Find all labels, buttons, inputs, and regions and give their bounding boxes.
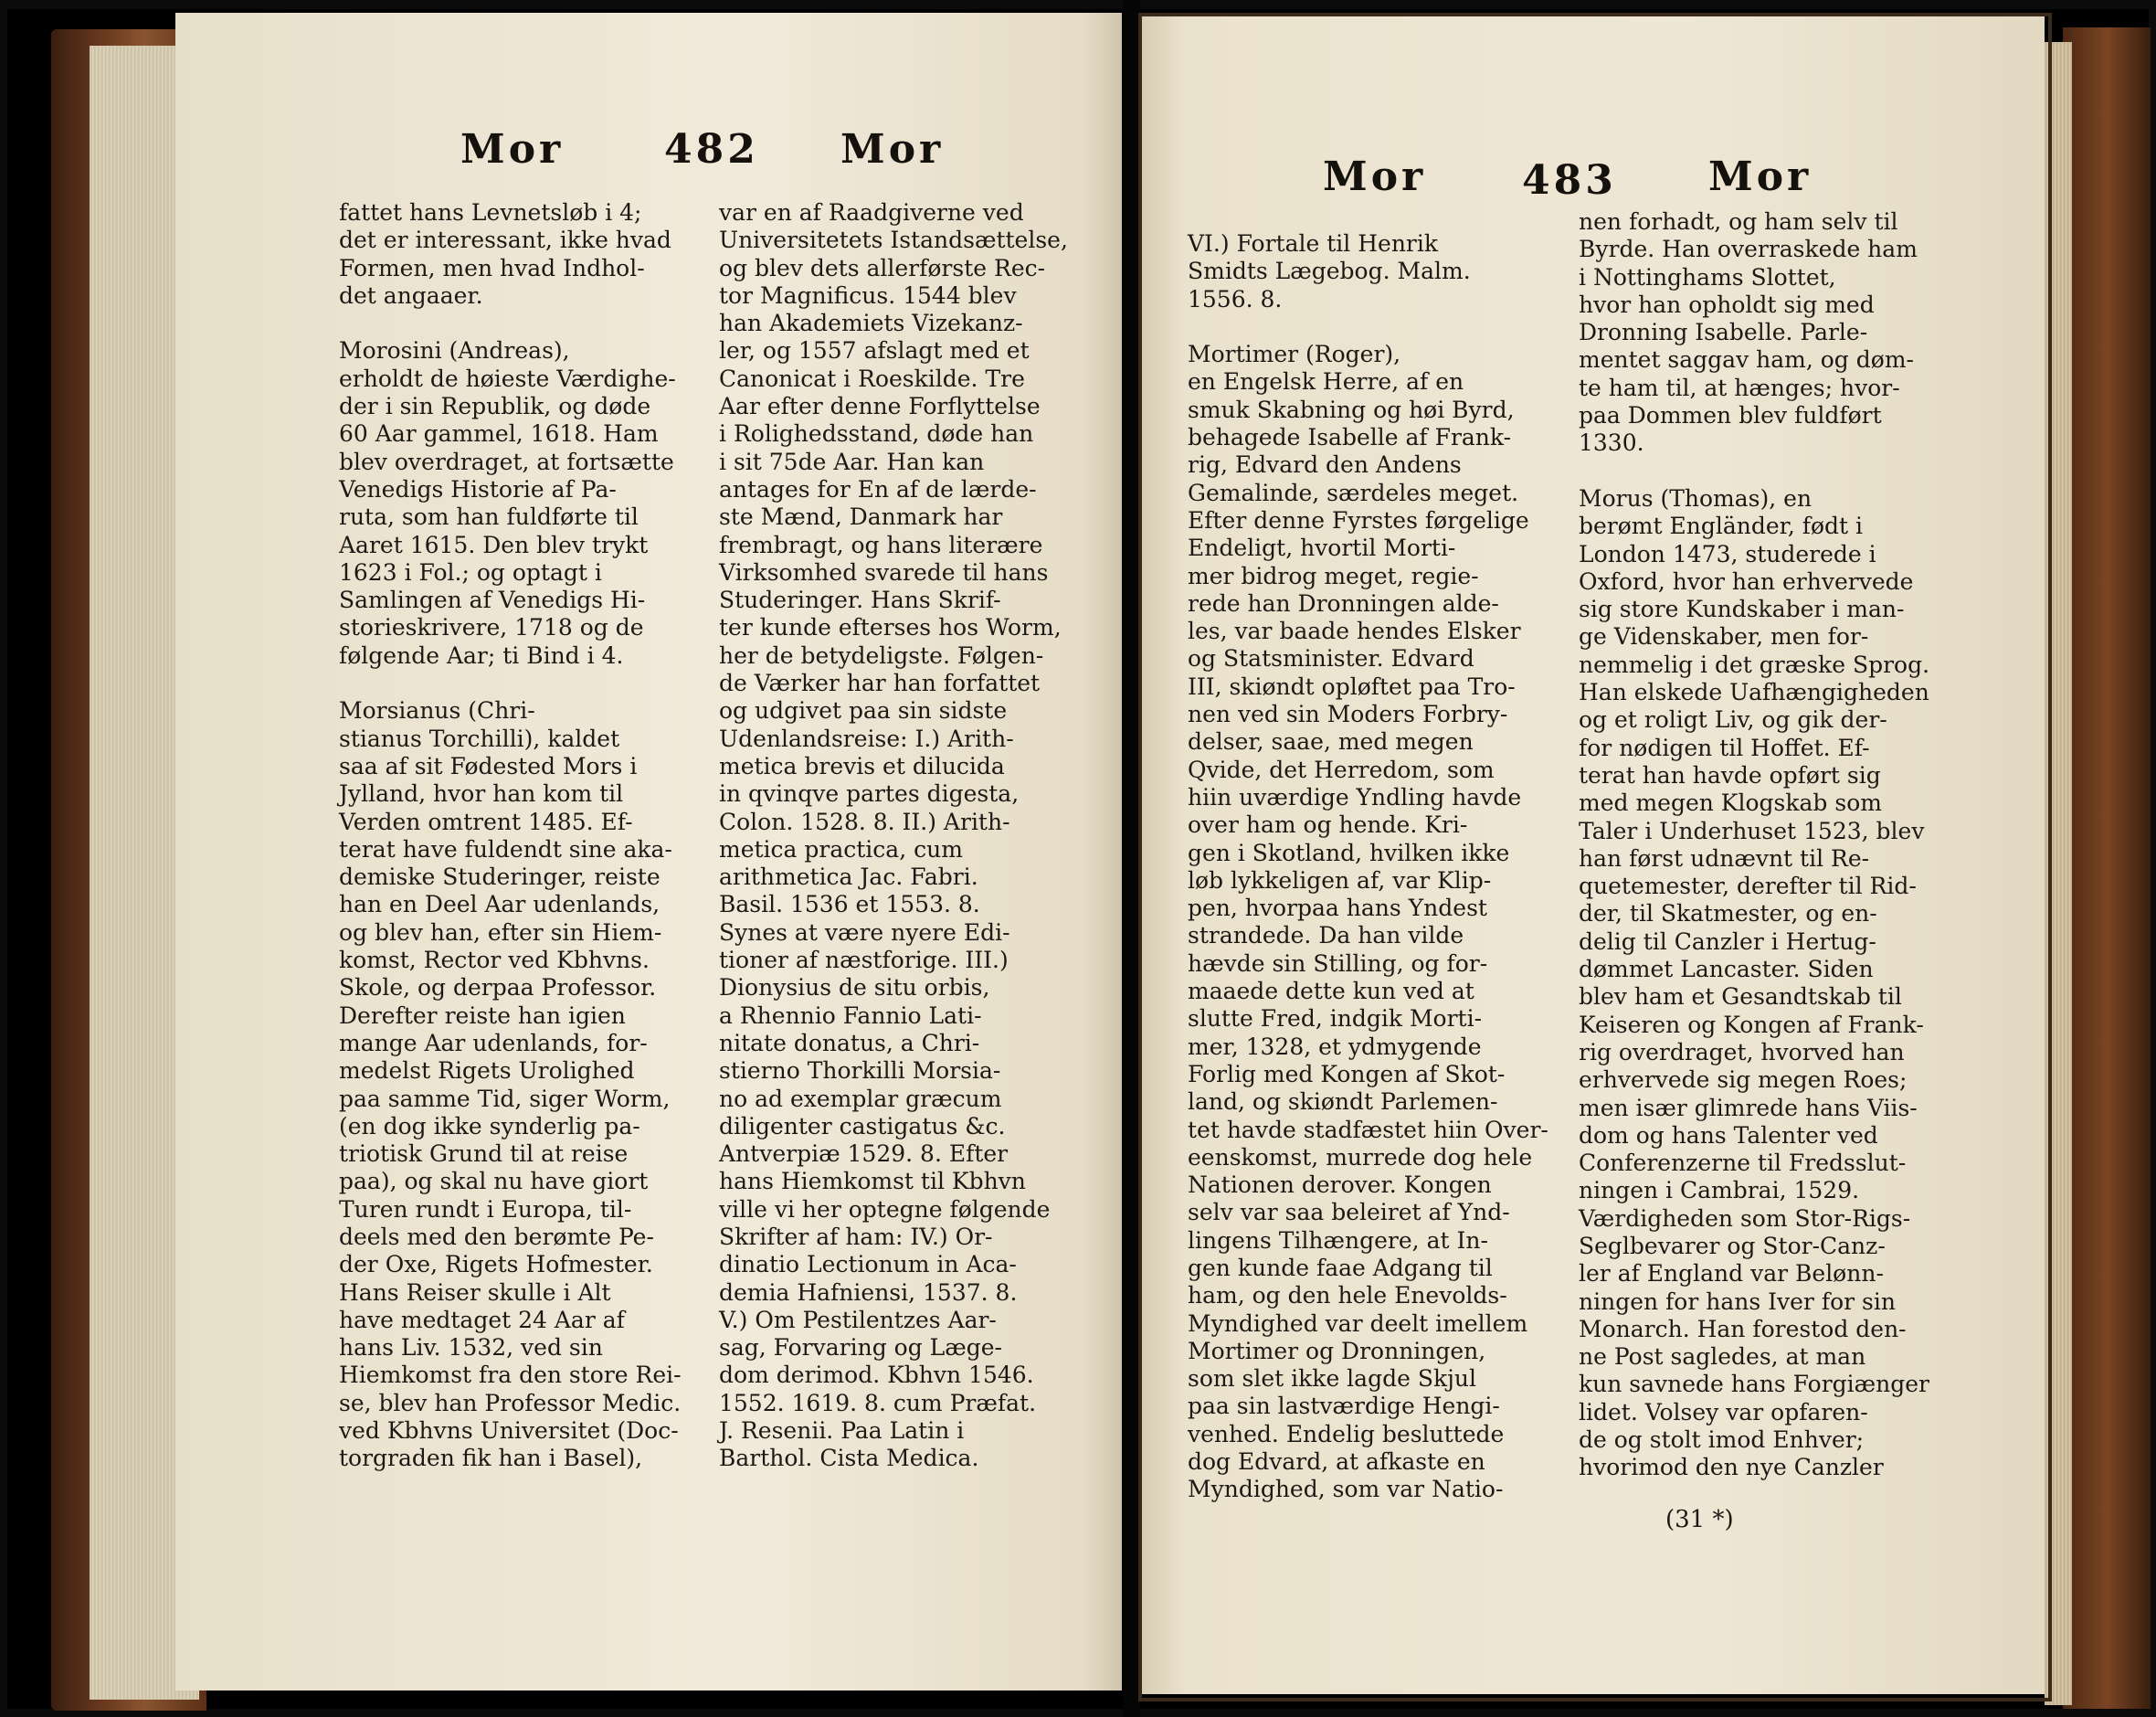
text-line: over ham og hende. Kri- <box>1188 811 1468 839</box>
text-line: saa af sit Fødested Mors i <box>339 752 638 779</box>
text-line: smuk Skabning og høi Byrd, <box>1188 396 1515 423</box>
text-line: Aaret 1615. Den blev trykt <box>339 531 649 558</box>
text-line: 1330. <box>1579 429 1644 457</box>
running-head-right: Mor <box>840 126 945 173</box>
text-line: komst, Rector ved Kbhvns. <box>339 947 650 974</box>
text-line: ter kunde efterses hos Worm, <box>719 614 1062 641</box>
text-line: rig, Edvard den Andens <box>1188 451 1462 479</box>
text-line: Mortimer (Roger), <box>1188 341 1401 368</box>
text-line: ved Kbhvns Universitet (Doc- <box>339 1417 679 1445</box>
text-line: Colon. 1528. 8. II.) Arith- <box>719 808 1010 835</box>
text-line: rig overdraget, hvorved han <box>1579 1038 1905 1065</box>
text-line <box>339 310 695 337</box>
text-line: deels med den berømte Pe- <box>339 1223 654 1250</box>
text-line: Hiemkomst fra den store Rei- <box>339 1362 682 1389</box>
text-line: ne Post sagledes, at man <box>1579 1343 1866 1371</box>
text-line: les, var baade hendes Elsker <box>1188 618 1521 645</box>
text-line: han en Deel Aar udenlands, <box>339 891 661 918</box>
text-line: te ham til, at hænges; hvor- <box>1579 374 1900 401</box>
text-line: strandede. Da han vilde <box>1188 922 1464 949</box>
text-line: blev overdraget, at fortsætte <box>339 448 674 475</box>
text-line: Mortimer og Dronningen, <box>1188 1337 1486 1364</box>
text-line: en Engelsk Herre, af en <box>1188 368 1464 396</box>
text-line: 60 Aar gammel, 1618. Ham <box>339 420 659 448</box>
text-line: Basil. 1536 et 1553. 8. <box>719 891 980 918</box>
text-line: dom derimod. Kbhvn 1546. <box>719 1362 1034 1389</box>
text-line: for nødigen til Hoffet. Ef- <box>1579 734 1870 761</box>
text-line: nitate donatus, a Chri- <box>719 1029 980 1056</box>
text-line: kun savnede hans Forgiænger <box>1579 1371 1930 1398</box>
photo-frame <box>1138 13 2052 1701</box>
text-line: men især glimrede hans Viis- <box>1579 1094 1918 1121</box>
text-line: Skrifter af ham: IV.) Or- <box>719 1223 993 1250</box>
text-line: have medtaget 24 Aar af <box>339 1306 625 1333</box>
text-line: hvor han opholdt sig med <box>1579 291 1875 318</box>
text-line: III, skiøndt opløftet paa Tro- <box>1188 673 1516 700</box>
text-line: hiin uværdige Yndling havde <box>1188 783 1522 811</box>
text-line: Synes at være nyere Edi- <box>719 918 1010 946</box>
text-line: tet havde stadfæstet hiin Over- <box>1188 1116 1548 1143</box>
text-line <box>339 670 695 697</box>
text-line: gen i Skotland, hvilken ikke <box>1188 839 1510 866</box>
text-line: Keiseren og Kongen af Frank- <box>1579 1011 1924 1038</box>
text-line: eenskomst, murrede dog hele <box>1188 1143 1533 1171</box>
text-line: in qvinqve partes digesta, <box>719 780 1020 808</box>
text-line: mer bidrog meget, regie- <box>1188 562 1479 589</box>
text-line: lingens Tilhængere, at In- <box>1188 1226 1488 1254</box>
text-line: følgende Aar; ti Bind i 4. <box>339 641 624 669</box>
text-line: Morosini (Andreas), <box>339 337 570 365</box>
text-line: Taler i Underhuset 1523, blev <box>1579 817 1925 844</box>
running-head-left: Mor <box>460 126 565 173</box>
text-line: nen ved sin Moders Forbry- <box>1188 701 1508 728</box>
text-line: medelst Rigets Urolighed <box>339 1057 635 1085</box>
text-line: lidet. Volsey var opfaren- <box>1579 1398 1868 1426</box>
text-line: (en dog ikke synderlig pa- <box>339 1112 640 1139</box>
text-line: Udenlandsreise: I.) Arith- <box>719 725 1014 752</box>
text-line: land, og skiøndt Parlemen- <box>1188 1088 1498 1116</box>
text-line: VI.) Fortale til Henrik <box>1188 230 1439 257</box>
text-line: erhvervede sig megen Roes; <box>1579 1066 1908 1094</box>
text-line: Oxford, hvor han erhvervede <box>1579 567 1914 595</box>
text-line: stianus Torchilli), kaldet <box>339 725 620 752</box>
text-line: storieskrivere, 1718 og de <box>339 614 644 641</box>
text-line: hans Liv. 1532, ved sin <box>339 1334 603 1362</box>
text-line: delser, saae, med megen <box>1188 728 1474 756</box>
text-line: 1552. 1619. 8. cum Præfat. <box>719 1389 1037 1416</box>
text-line: ham, og den hele Enevolds- <box>1188 1282 1507 1309</box>
text-line: maaede dette kun ved at <box>1188 978 1474 1005</box>
text-line: der, til Skatmester, og en- <box>1579 900 1877 927</box>
text-line: han Akademiets Vizekanz- <box>719 310 1023 337</box>
text-line: triotisk Grund til at reise <box>339 1140 629 1168</box>
text-line: Myndighed, som var Natio- <box>1188 1476 1504 1503</box>
text-line: mer, 1328, et ydmygende <box>1188 1033 1482 1060</box>
text-line: terat have fuldendt sine aka- <box>339 835 672 863</box>
text-line: Aar efter denne Forflyttelse <box>719 393 1041 420</box>
text-line: Smidts Lægebog. Malm. <box>1188 258 1471 285</box>
text-line: rede han Dronningen alde- <box>1188 589 1499 617</box>
text-line: torgraden fik han i Basel), <box>339 1445 643 1472</box>
text-line: Forlig med Kongen af Skot- <box>1188 1060 1506 1087</box>
text-line: Nationen derover. Kongen <box>1188 1171 1492 1199</box>
text-line: nemmelig i det græske Sprog. <box>1579 651 1930 678</box>
text-line: sig store Kundskaber i man- <box>1579 596 1905 623</box>
text-line: frembragt, og hans literære <box>719 531 1043 558</box>
text-line: dom og hans Talenter ved <box>1579 1121 1878 1149</box>
text-line: quetemester, derefter til Rid- <box>1579 873 1917 900</box>
text-line: og Statsminister. Edvard <box>1188 645 1474 673</box>
text-line: fattet hans Levnetsløb i 4; <box>339 199 642 226</box>
text-line: Byrde. Han overraskede ham <box>1579 236 1918 263</box>
text-line: og blev dets allerførste Rec- <box>719 254 1046 281</box>
text-line: Formen, men hvad Indhol- <box>339 254 645 281</box>
text-line: tor Magnificus. 1544 blev <box>719 281 1017 309</box>
text-line: Turen rundt i Europa, til- <box>339 1195 632 1223</box>
text-line: det angaaer. <box>339 281 483 309</box>
text-line: ler af England var Belønn- <box>1579 1260 1884 1288</box>
text-line: antages for En af de lærde- <box>719 475 1037 503</box>
text-line: Hans Reiser skulle i Alt <box>339 1278 611 1306</box>
text-line: no ad exemplar græcum <box>719 1085 1002 1112</box>
text-line: metica brevis et dilucida <box>719 752 1005 779</box>
text-line: hævde sin Stilling, og for- <box>1188 949 1488 977</box>
text-line: London 1473, studerede i <box>1579 540 1876 567</box>
text-line: og et roligt Liv, og gik der- <box>1579 706 1887 734</box>
text-line: a Rhennio Fannio Lati- <box>719 1002 982 1029</box>
text-line: slutte Fred, indgik Morti- <box>1188 1005 1483 1033</box>
text-line: de Værker har han forfattet <box>719 670 1041 697</box>
text-line: Monarch. Han forestod den- <box>1579 1315 1907 1342</box>
text-line: i sit 75de Aar. Han kan <box>719 448 985 475</box>
text-line: i Nottinghams Slottet, <box>1579 263 1836 291</box>
text-line: nen forhadt, og ham selv til <box>1579 208 1898 235</box>
text-line: Qvide, det Herredom, som <box>1188 756 1495 783</box>
text-line: Canonicat i Roeskilde. Tre <box>719 365 1025 392</box>
text-line: tioner af næstforige. III.) <box>719 947 1009 974</box>
text-line: paa sin lastværdige Hengi- <box>1188 1393 1500 1420</box>
text-line: Værdigheden som Stor-Rigs- <box>1579 1204 1911 1232</box>
text-column-2 <box>719 199 1094 1473</box>
text-line: demiske Studeringer, reiste <box>339 864 661 891</box>
text-line: Gemalinde, særdeles meget. <box>1188 479 1519 506</box>
text-line: paa samme Tid, siger Worm, <box>339 1085 671 1112</box>
text-line: sag, Forvaring og Læge- <box>719 1334 1002 1362</box>
text-line: Dionysius de situ orbis, <box>719 974 990 1002</box>
running-head-left: Mor <box>1323 154 1427 200</box>
text-line: var en af Raadgiverne ved <box>719 199 1024 226</box>
text-line: Conferenzerne til Fredsslut- <box>1579 1150 1907 1177</box>
text-line: Skole, og derpaa Professor. <box>339 974 657 1002</box>
running-head-right: Mor <box>1708 154 1813 200</box>
text-line: 1623 i Fol.; og optagt i <box>339 558 602 586</box>
text-line: og udgivet paa sin sidste <box>719 697 1008 725</box>
text-line: dinatio Lectionum in Aca- <box>719 1251 1017 1278</box>
text-line: Verden omtrent 1485. Ef- <box>339 808 633 835</box>
signature-mark: (31 *) <box>1665 1506 1734 1533</box>
text-line: terat han havde opført sig <box>1579 761 1881 789</box>
text-line: blev ham et Gesandtskab til <box>1579 983 1902 1011</box>
text-line: arithmetica Jac. Fabri. <box>719 864 978 891</box>
text-line: Morsianus (Chri- <box>339 697 535 725</box>
text-line: Morus (Thomas), en <box>1579 484 1813 512</box>
text-line: Myndighed var deelt imellem <box>1188 1309 1528 1337</box>
text-line: ningen for hans Iver for sin <box>1579 1288 1896 1315</box>
text-line: ruta, som han fuldførte til <box>339 503 639 531</box>
text-line: 1556. 8. <box>1188 285 1283 313</box>
text-line: Dronning Isabelle. Parle- <box>1579 319 1868 346</box>
text-line: hvorimod den nye Canzler <box>1579 1454 1884 1481</box>
text-line: der i sin Republik, og døde <box>339 393 651 420</box>
text-line: V.) Om Pestilentzes Aar- <box>719 1306 997 1333</box>
text-line: Antverpiæ 1529. 8. Efter <box>719 1140 1009 1168</box>
text-line: selv var saa beleiret af Ynd- <box>1188 1199 1510 1226</box>
text-line: Han elskede Uafhængigheden <box>1579 679 1929 706</box>
text-line: Studeringer. Hans Skrif- <box>719 587 1001 614</box>
text-line: dømmet Lancaster. Siden <box>1579 956 1874 983</box>
text-line: Samlingen af Venedigs Hi- <box>339 587 646 614</box>
text-line: diligenter castigatus &c. <box>719 1112 1006 1139</box>
text-line: som slet ikke lagde Skjul <box>1188 1365 1476 1393</box>
text-line: gen kunde faae Adgang til <box>1188 1254 1493 1281</box>
text-line: mange Aar udenlands, for- <box>339 1029 648 1056</box>
text-line: ge Videnskaber, men for- <box>1579 623 1869 651</box>
text-line: berømt Engländer, født i <box>1579 513 1864 540</box>
text-line: Virksomhed svarede til hans <box>719 558 1049 586</box>
text-line: ningen i Cambrai, 1529. <box>1579 1177 1860 1204</box>
text-line: Endeligt, hvortil Morti- <box>1188 535 1456 562</box>
text-line: ler, og 1557 afslagt med et <box>719 337 1030 365</box>
text-line: J. Resenii. Paa Latin i <box>719 1417 965 1445</box>
text-line: mentet saggav ham, og døm- <box>1579 346 1914 374</box>
text-line: ste Mænd, Danmark har <box>719 503 1003 531</box>
text-line: og blev han, efter sin Hiem- <box>339 918 662 946</box>
text-line: paa Dommen blev fuldført <box>1579 402 1882 429</box>
text-line: der Oxe, Rigets Hofmester. <box>339 1251 653 1278</box>
text-line: her de betydeligste. Følgen- <box>719 641 1044 669</box>
text-line: det er interessant, ikke hvad <box>339 227 671 254</box>
text-line: i Rolighedsstand, døde han <box>719 420 1034 448</box>
text-line: Barthol. Cista Medica. <box>719 1445 979 1472</box>
text-line: de og stolt imod Enhver; <box>1579 1426 1865 1454</box>
text-line: Venedigs Historie af Pa- <box>339 475 617 503</box>
text-line: venhed. Endelig besluttede <box>1188 1420 1505 1447</box>
text-line: Jylland, hvor han kom til <box>339 780 624 808</box>
text-line: paa), og skal nu have giort <box>339 1168 649 1195</box>
text-line: Derefter reiste han igien <box>339 1002 626 1029</box>
text-line: løb lykkeligen af, var Klip- <box>1188 866 1492 894</box>
text-line: Universitetets Istandsættelse, <box>719 227 1068 254</box>
text-line: pen, hvorpaa hans Yndest <box>1188 895 1487 922</box>
text-line: stierno Thorkilli Morsia- <box>719 1057 1001 1085</box>
text-line: demia Hafniensi, 1537. 8. <box>719 1278 1018 1306</box>
text-line: hans Hiemkomst til Kbhvn <box>719 1168 1026 1195</box>
text-line: metica practica, cum <box>719 835 963 863</box>
text-line: Efter denne Fyrstes førgelige <box>1188 506 1529 534</box>
text-line: med megen Klogskab som <box>1579 790 1882 817</box>
text-line: se, blev han Professor Medic. <box>339 1389 682 1416</box>
page-number: 482 <box>664 126 759 173</box>
text-line: han først udnævnt til Re- <box>1579 844 1870 872</box>
text-line: dog Edvard, at afkaste en <box>1188 1448 1485 1476</box>
left-page <box>175 13 1122 1691</box>
text-column-1 <box>339 199 695 1473</box>
right-cover <box>2063 27 2151 1709</box>
text-line: delig til Canzler i Hertug- <box>1579 927 1876 955</box>
text-line: erholdt de høieste Værdighe- <box>339 365 676 392</box>
text-line: ville vi her optegne følgende <box>719 1195 1051 1223</box>
text-line: behagede Isabelle af Frank- <box>1188 424 1512 451</box>
page-number: 483 <box>1522 157 1617 204</box>
text-line: Seglbevarer og Stor-Canz- <box>1579 1232 1886 1259</box>
